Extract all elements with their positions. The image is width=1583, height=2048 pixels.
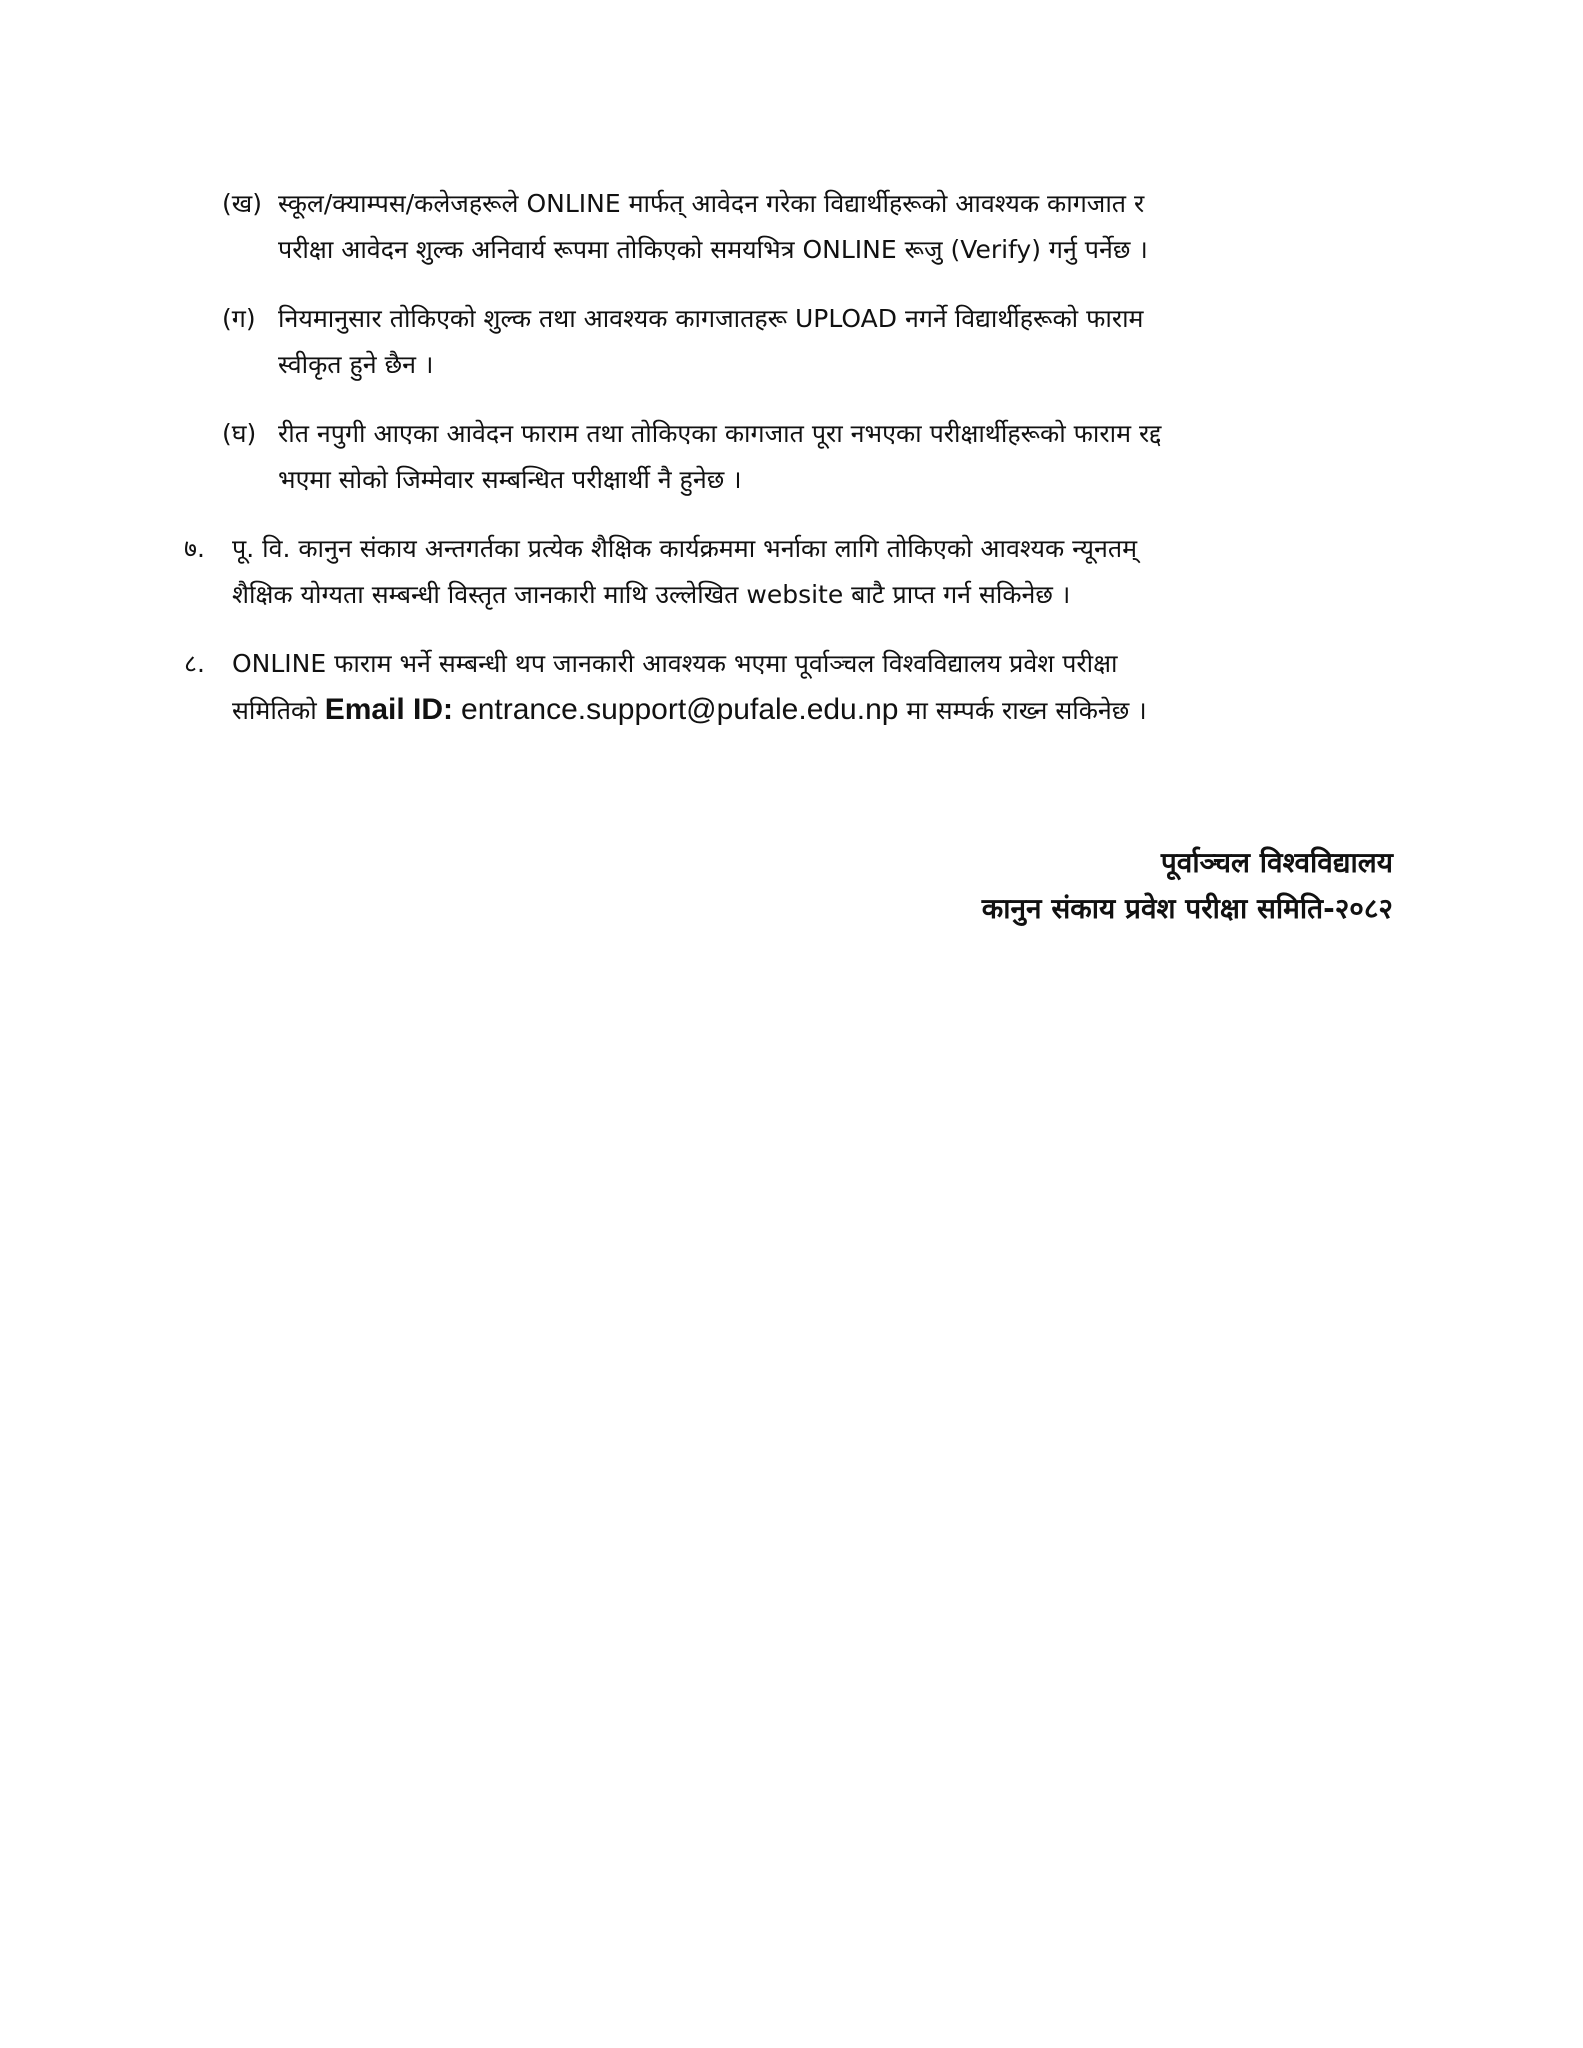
item-marker: ८. <box>184 649 205 678</box>
item-line: ONLINE फाराम भर्ने सम्बन्धी थप जानकारी आवश्यक भएमा पूर्वाञ्चल विश्वविद्यालय प्रवेश परीक्षा <box>232 649 1118 678</box>
email-line-suffix: मा सम्पर्क राख्न सकिनेछ । <box>906 696 1147 725</box>
item-text <box>278 296 1402 388</box>
list-item-7 <box>184 526 1402 618</box>
item-text <box>232 641 1402 734</box>
item-line-email <box>232 687 1402 734</box>
item-marker: (घ) <box>222 419 257 448</box>
item-marker: (ग) <box>222 304 256 333</box>
list-item-ga <box>222 296 1402 388</box>
list-item-kha <box>222 181 1402 273</box>
item-line: रीत नपुगी आएका आवेदन फाराम तथा तोकिएका कागजात पूरा नभएका परीक्षार्थीहरूको फाराम रद्द <box>278 419 1162 448</box>
list-item-8 <box>184 641 1402 734</box>
email-line-prefix: समितिको <box>232 696 317 725</box>
item-line: शैक्षिक योग्यता सम्बन्धी विस्तृत जानकारी माथि उल्लेखित website बाटै प्राप्त गर्न सकिनेछ । <box>232 580 1071 609</box>
item-line: पू. वि. कानुन संकाय अन्तगर्तका प्रत्येक शैक्षिक कार्यक्रममा भर्नाका लागि तोकिएको आवश्यक न्यूनतम् <box>232 534 1138 563</box>
signature-block <box>982 840 1393 932</box>
item-text <box>278 411 1402 503</box>
item-marker: ७. <box>184 534 205 563</box>
item-line: स्कूल/क्याम्पस/कलेजहरूले ONLINE मार्फत् आवेदन गरेका विद्यार्थीहरूको आवश्यक कागजात र <box>278 189 1145 218</box>
item-line: परीक्षा आवेदन शुल्क अनिवार्य रूपमा तोकिएको समयभित्र ONLINE रूजु (Verify) गर्नु पर्नेछ । <box>278 235 1148 264</box>
item-line: नियमानुसार तोकिएको शुल्क तथा आवश्यक कागजातहरू UPLOAD नगर्ने विद्यार्थीहरूको फाराम <box>278 304 1144 333</box>
email-address: entrance.support@pufale.edu.np <box>461 693 899 726</box>
item-line: भएमा सोको जिम्मेवार सम्बन्धित परीक्षार्थी नै हुनेछ । <box>278 465 742 494</box>
signature-university: पूर्वाञ्चल विश्वविद्यालय <box>1160 846 1393 879</box>
email-label: Email ID: <box>324 693 454 726</box>
item-line: स्वीकृत हुने छैन । <box>278 350 434 379</box>
item-text <box>232 526 1402 618</box>
item-text <box>278 181 1402 273</box>
signature-committee: कानुन संकाय प्रवेश परीक्षा समिति-२०८२ <box>981 892 1393 925</box>
item-marker: (ख) <box>222 189 262 218</box>
list-item-gha <box>222 411 1402 503</box>
